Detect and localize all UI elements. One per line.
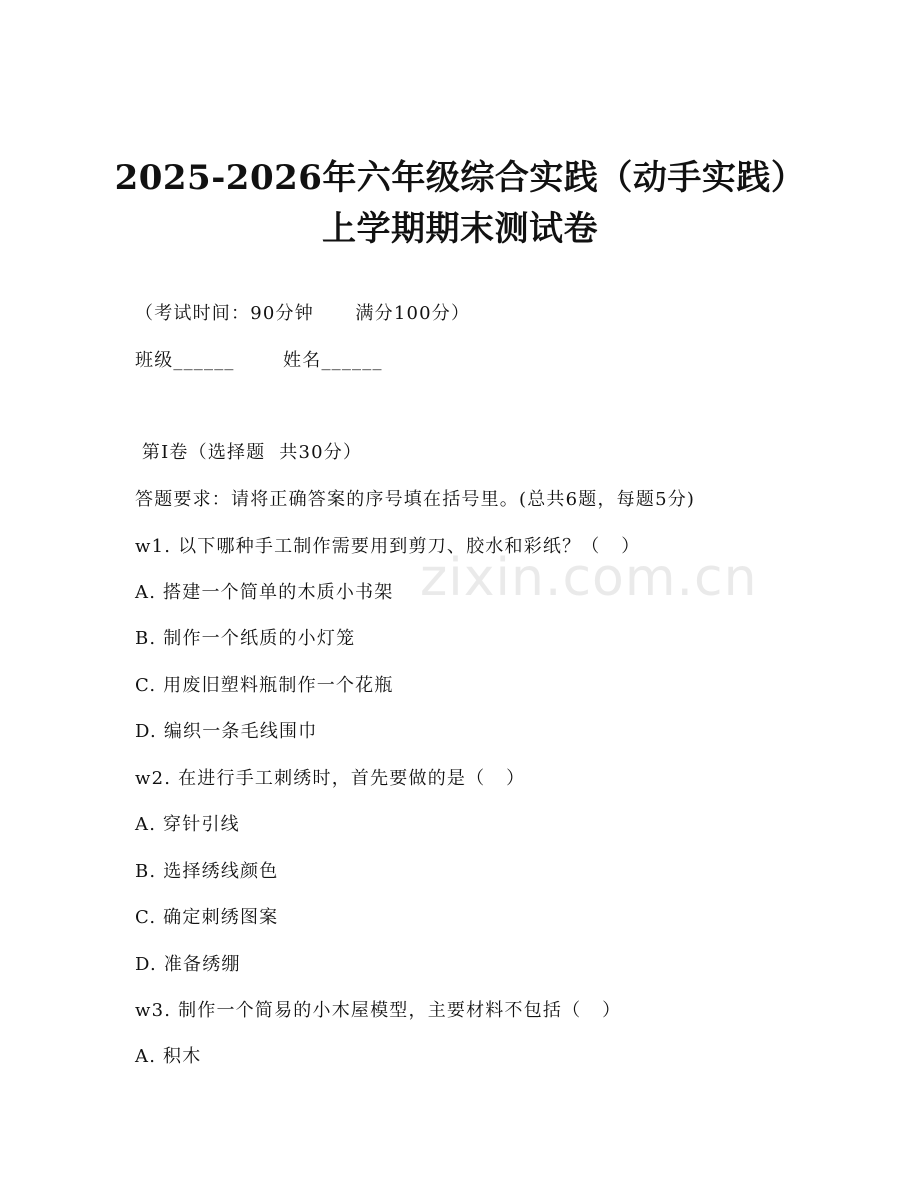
question-1-option-c: C. 用废旧塑料瓶制作一个花瓶 bbox=[135, 675, 394, 696]
question-1-option-b: B. 制作一个纸质的小灯笼 bbox=[135, 628, 356, 649]
question-1-option-d: D. 编织一条毛线围巾 bbox=[135, 721, 318, 742]
exam-title-line-2: 上学期期末测试卷 bbox=[322, 209, 598, 249]
question-2-option-c: C. 确定刺绣图案 bbox=[135, 907, 279, 928]
question-2-option-b: B. 选择绣线颜色 bbox=[135, 861, 279, 882]
question-2-option-d: D. 准备绣绷 bbox=[135, 954, 241, 975]
watermark: zixin.com.cn bbox=[420, 548, 758, 608]
exam-title-line-1: 2025-2026年六年级综合实践（动手实践） bbox=[114, 158, 806, 198]
answer-requirement: 答题要求：请将正确答案的序号填在括号里。(总共6题，每题5分) bbox=[135, 489, 696, 510]
question-2-option-a: A. 穿针引线 bbox=[135, 814, 240, 835]
question-1-stem: w1. 以下哪种手工制作需要用到剪刀、胶水和彩纸？（ ） bbox=[135, 536, 641, 557]
class-name-fields: 班级______ 姓名______ bbox=[135, 350, 383, 371]
question-3-stem: w3. 制作一个简易的小木屋模型，主要材料不包括（ ） bbox=[135, 1000, 622, 1021]
exam-time-score: （考试时间：90分钟 满分100分） bbox=[135, 303, 471, 324]
question-1-option-a: A. 搭建一个简单的木质小书架 bbox=[135, 582, 394, 603]
question-3-option-a: A. 积木 bbox=[135, 1046, 202, 1067]
section-heading: 第Ⅰ卷（选择题 共30分） bbox=[135, 442, 363, 463]
question-2-stem: w2. 在进行手工刺绣时，首先要做的是（ ） bbox=[135, 768, 526, 789]
